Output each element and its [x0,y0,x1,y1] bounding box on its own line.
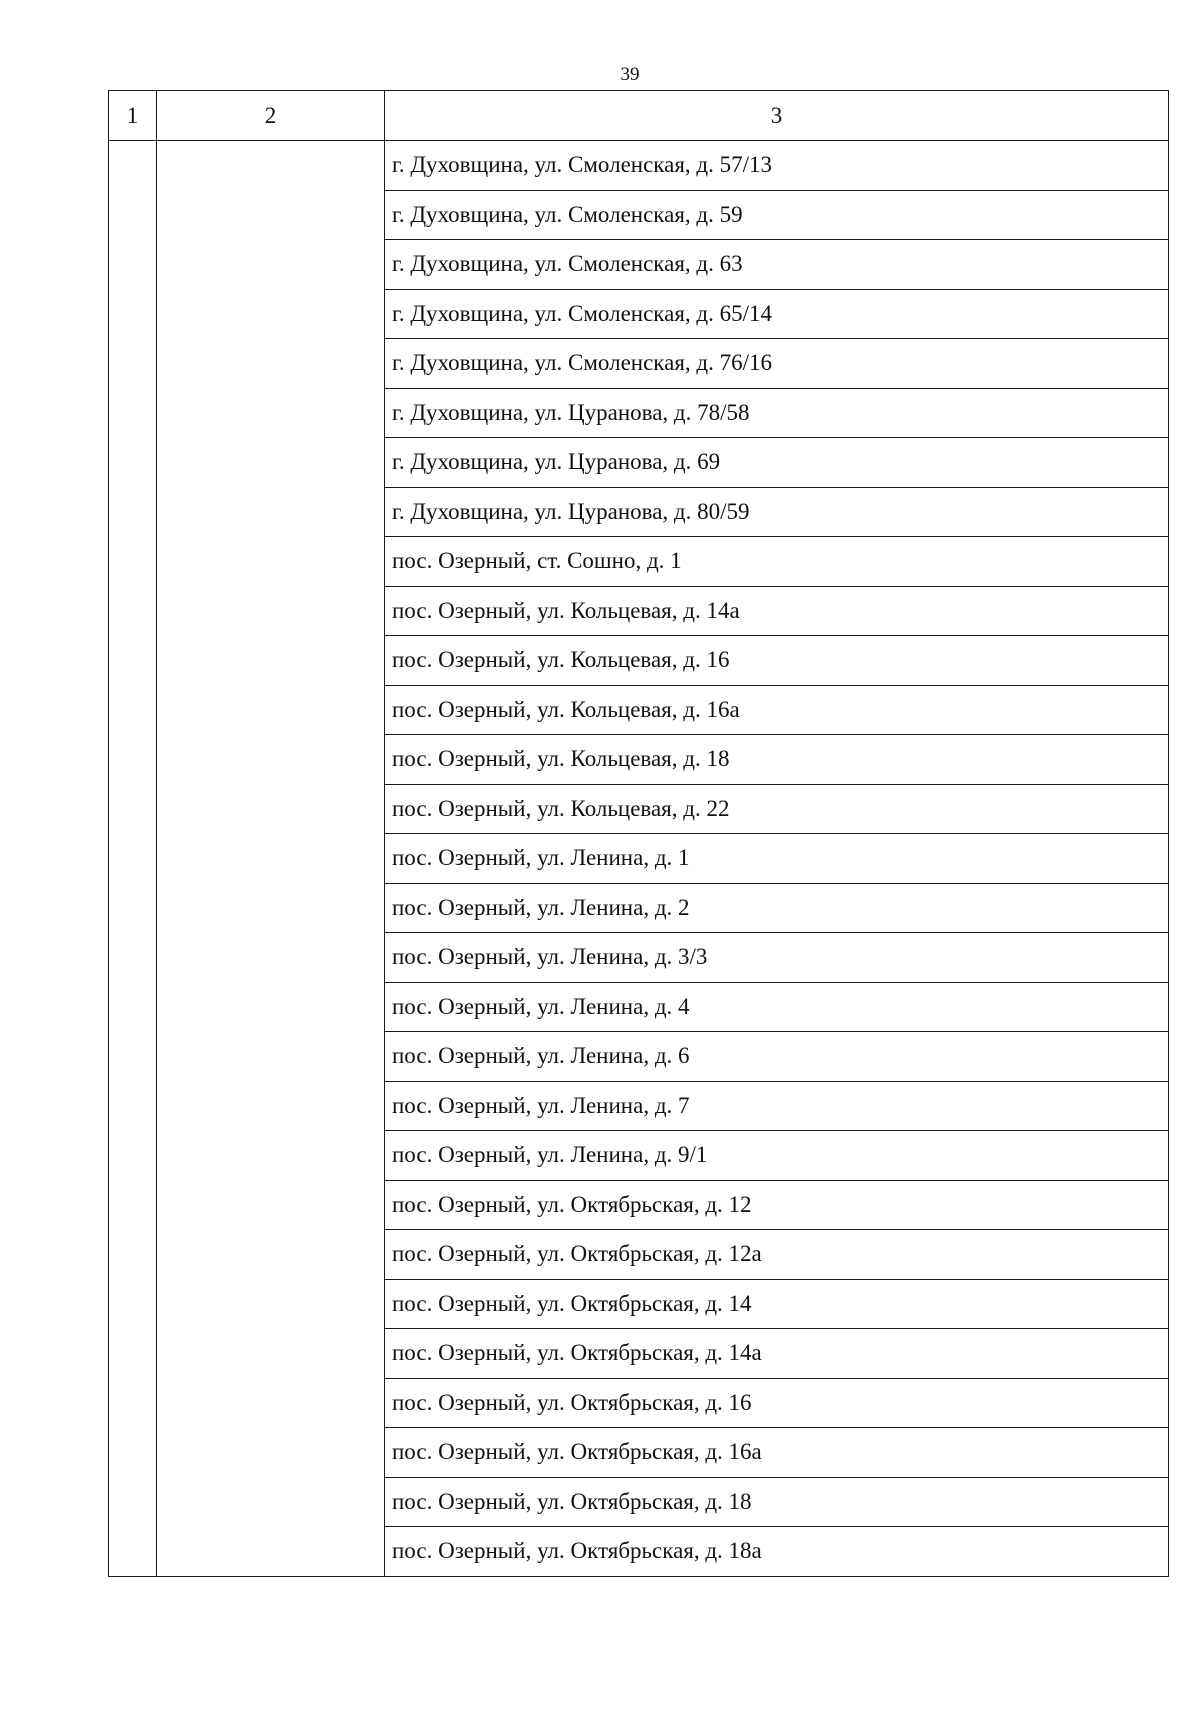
header-col-1: 1 [109,91,157,141]
address-cell: пос. Озерный, ул. Октябрьская, д. 12 [385,1180,1169,1230]
table-row [109,141,1169,191]
address-table [108,90,1169,1577]
address-cell: пос. Озерный, ул. Октябрьская, д. 16а [385,1428,1169,1478]
address-cell: пос. Озерный, ул. Октябрьская, д. 18а [385,1527,1169,1577]
header-col-2: 2 [157,91,385,141]
address-cell: пос. Озерный, ул. Кольцевая, д. 18 [385,735,1169,785]
table-header-row [109,91,1169,141]
address-cell: пос. Озерный, ул. Октябрьская, д. 16 [385,1378,1169,1428]
address-cell: пос. Озерный, ул. Ленина, д. 2 [385,883,1169,933]
address-cell: г. Духовщина, ул. Цуранова, д. 80/59 [385,487,1169,537]
page-number: 39 [620,64,640,85]
address-cell: пос. Озерный, ул. Октябрьская, д. 14а [385,1329,1169,1379]
address-cell: пос. Озерный, ул. Кольцевая, д. 14а [385,586,1169,636]
address-cell: г. Духовщина, ул. Цуранова, д. 78/58 [385,388,1169,438]
address-cell: г. Духовщина, ул. Цуранова, д. 69 [385,438,1169,488]
address-cell: г. Духовщина, ул. Смоленская, д. 65/14 [385,289,1169,339]
address-cell: г. Духовщина, ул. Смоленская, д. 57/13 [385,141,1169,191]
address-cell: пос. Озерный, ул. Кольцевая, д. 16а [385,685,1169,735]
address-cell: пос. Озерный, ул. Ленина, д. 7 [385,1081,1169,1131]
merged-cell-col-1 [109,141,157,1577]
address-cell: пос. Озерный, ул. Ленина, д. 4 [385,982,1169,1032]
address-cell: пос. Озерный, ул. Октябрьская, д. 14 [385,1279,1169,1329]
address-cell: пос. Озерный, ул. Октябрьская, д. 12а [385,1230,1169,1280]
address-cell: г. Духовщина, ул. Смоленская, д. 76/16 [385,339,1169,389]
address-cell: пос. Озерный, ул. Ленина, д. 9/1 [385,1131,1169,1181]
address-cell: г. Духовщина, ул. Смоленская, д. 59 [385,190,1169,240]
table-body [109,91,1169,1577]
address-cell: г. Духовщина, ул. Смоленская, д. 63 [385,240,1169,290]
address-cell: пос. Озерный, ул. Октябрьская, д. 18 [385,1477,1169,1527]
address-cell: пос. Озерный, ул. Ленина, д. 3/3 [385,933,1169,983]
merged-cell-col-2 [157,141,385,1577]
address-cell: пос. Озерный, ул. Кольцевая, д. 16 [385,636,1169,686]
header-col-3: 3 [385,91,1169,141]
address-cell: пос. Озерный, ул. Ленина, д. 1 [385,834,1169,884]
address-cell: пос. Озерный, ул. Ленина, д. 6 [385,1032,1169,1082]
address-cell: пос. Озерный, ул. Кольцевая, д. 22 [385,784,1169,834]
address-cell: пос. Озерный, ст. Сошно, д. 1 [385,537,1169,587]
